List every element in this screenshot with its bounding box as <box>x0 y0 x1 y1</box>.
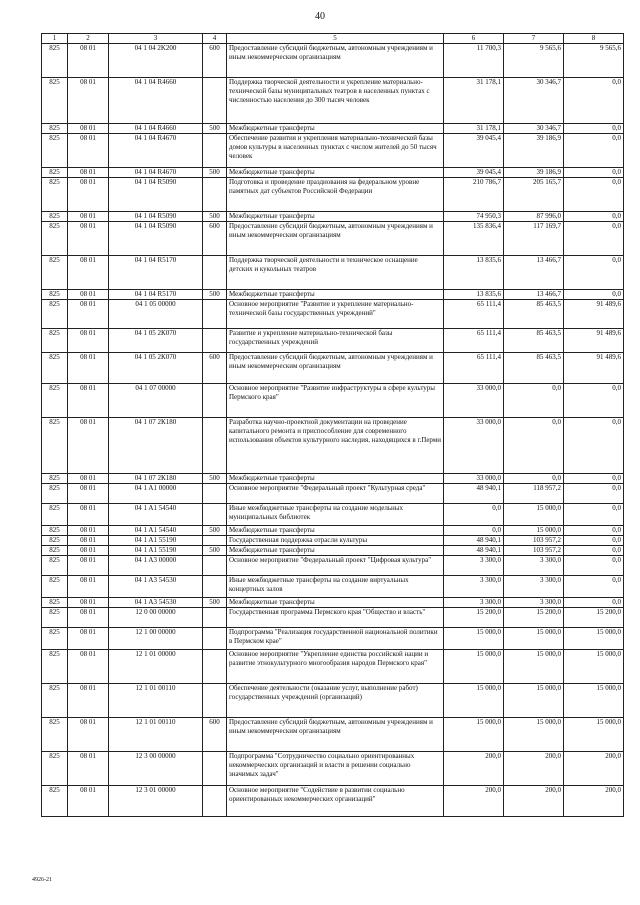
cell-section-code: 08 01 <box>68 684 109 718</box>
cell-section-code: 08 01 <box>68 134 109 168</box>
cell-amount-2023: 0,0 <box>564 504 624 526</box>
cell-amount-2021: 48 940,1 <box>444 536 504 546</box>
table-row <box>42 504 624 526</box>
table-row <box>42 536 624 546</box>
cell-amount-2021: 74 950,3 <box>444 212 504 222</box>
cell-amount-2021: 200,0 <box>444 786 504 817</box>
cell-expense-type <box>203 134 227 168</box>
cell-target-article: 04 1 04 R5090 <box>109 178 203 212</box>
cell-section-code: 08 01 <box>68 178 109 212</box>
cell-description: Иные межбюджетные трансферты на создание модельных муниципальных библиотек <box>227 504 444 526</box>
cell-amount-2021: 33 000,0 <box>444 384 504 418</box>
cell-ministry-code: 825 <box>42 384 68 418</box>
table-row <box>42 786 624 817</box>
table-row <box>42 684 624 718</box>
cell-amount-2022: 205 165,7 <box>504 178 564 212</box>
table-row <box>42 474 624 484</box>
cell-amount-2023: 15 000,0 <box>564 684 624 718</box>
cell-description: Основное мероприятие "Укрепление единства российской нации и развитие этнокультурного многообразия народов Пермского края" <box>227 650 444 684</box>
cell-description: Подпрограмма "Сотрудничество социально ориентированных некоммерческих организаций и власти в решении социально значимых задач" <box>227 752 444 786</box>
cell-section-code: 08 01 <box>68 78 109 124</box>
cell-ministry-code: 825 <box>42 484 68 504</box>
cell-target-article: 04 1 04 R4670 <box>109 134 203 168</box>
cell-amount-2022: 0,0 <box>504 384 564 418</box>
cell-expense-type <box>203 384 227 418</box>
cell-amount-2023: 0,0 <box>564 556 624 576</box>
cell-amount-2022: 30 346,7 <box>504 124 564 134</box>
cell-ministry-code: 825 <box>42 134 68 168</box>
cell-section-code: 08 01 <box>68 222 109 256</box>
cell-section-code: 08 01 <box>68 504 109 526</box>
cell-section-code: 08 01 <box>68 484 109 504</box>
cell-target-article: 04 1 04 R5090 <box>109 222 203 256</box>
cell-amount-2023: 0,0 <box>564 134 624 168</box>
cell-description: Обеспечение развития и укрепления материально-технической базы домов культуры в населенных пунктах с числом жителей до 50 тысяч человек <box>227 134 444 168</box>
table-row <box>42 353 624 384</box>
cell-amount-2023: 15 200,0 <box>564 608 624 628</box>
cell-expense-type <box>203 504 227 526</box>
cell-section-code: 08 01 <box>68 718 109 752</box>
cell-amount-2021: 65 111,4 <box>444 300 504 329</box>
cell-description: Предоставление субсидий бюджетным, автономным учреждениям и иным некоммерческим организациям <box>227 353 444 384</box>
cell-expense-type <box>203 556 227 576</box>
cell-expense-type: 600 <box>203 718 227 752</box>
cell-amount-2023: 0,0 <box>564 222 624 256</box>
table-row <box>42 484 624 504</box>
cell-amount-2022: 103 957,2 <box>504 546 564 556</box>
cell-description: Межбюджетные трансферты <box>227 598 444 608</box>
cell-target-article: 04 1 07 2К180 <box>109 418 203 474</box>
cell-ministry-code: 825 <box>42 684 68 718</box>
cell-ministry-code: 825 <box>42 718 68 752</box>
cell-ministry-code: 825 <box>42 418 68 474</box>
cell-amount-2023: 0,0 <box>564 576 624 598</box>
table-row <box>42 134 624 168</box>
cell-amount-2021: 15 000,0 <box>444 650 504 684</box>
cell-section-code: 08 01 <box>68 576 109 598</box>
cell-ministry-code: 825 <box>42 536 68 546</box>
cell-description: Межбюджетные трансферты <box>227 474 444 484</box>
cell-amount-2022: 15 000,0 <box>504 650 564 684</box>
cell-expense-type <box>203 256 227 290</box>
cell-amount-2021: 210 786,7 <box>444 178 504 212</box>
cell-section-code: 08 01 <box>68 650 109 684</box>
budget-table <box>41 33 624 817</box>
cell-amount-2022: 85 463,5 <box>504 353 564 384</box>
cell-description: Межбюджетные трансферты <box>227 290 444 300</box>
cell-amount-2021: 48 940,1 <box>444 546 504 556</box>
table-row <box>42 608 624 628</box>
cell-section-code: 08 01 <box>68 536 109 546</box>
table-row <box>42 650 624 684</box>
table-row <box>42 124 624 134</box>
cell-amount-2022: 118 957,2 <box>504 484 564 504</box>
cell-expense-type <box>203 650 227 684</box>
table-row <box>42 256 624 290</box>
cell-description: Подготовка и проведение празднования на федеральном уровне памятных дат субъектов Российской Федерации <box>227 178 444 212</box>
cell-target-article: 04 1 04 R4660 <box>109 124 203 134</box>
cell-expense-type <box>203 178 227 212</box>
cell-amount-2022: 39 186,9 <box>504 168 564 178</box>
cell-amount-2021: 3 300,0 <box>444 576 504 598</box>
cell-amount-2022: 3 300,0 <box>504 598 564 608</box>
cell-target-article: 04 1 04 R5170 <box>109 290 203 300</box>
cell-section-code: 08 01 <box>68 418 109 474</box>
cell-amount-2022: 9 565,6 <box>504 44 564 78</box>
cell-expense-type: 500 <box>203 474 227 484</box>
cell-amount-2021: 65 111,4 <box>444 353 504 384</box>
cell-amount-2021: 33 000,0 <box>444 418 504 474</box>
table-row <box>42 178 624 212</box>
cell-description: Подпрограмма "Реализация государственной национальной политики в Пермском крае" <box>227 628 444 650</box>
cell-ministry-code: 825 <box>42 329 68 353</box>
cell-section-code: 08 01 <box>68 290 109 300</box>
cell-ministry-code: 825 <box>42 556 68 576</box>
cell-ministry-code: 825 <box>42 786 68 817</box>
cell-amount-2022: 30 346,7 <box>504 78 564 124</box>
cell-amount-2022: 85 463,5 <box>504 329 564 353</box>
table-row <box>42 418 624 474</box>
cell-target-article: 04 1 07 2К180 <box>109 474 203 484</box>
cell-ministry-code: 825 <box>42 44 68 78</box>
cell-target-article: 12 1 01 00110 <box>109 684 203 718</box>
cell-description: Основное мероприятие "Развитие и укрепление материально-технической базы государственных учреждений" <box>227 300 444 329</box>
cell-amount-2023: 0,0 <box>564 484 624 504</box>
cell-amount-2023: 0,0 <box>564 178 624 212</box>
cell-amount-2022: 0,0 <box>504 418 564 474</box>
header-cell: 6 <box>444 34 504 44</box>
cell-description: Развитие и укрепление материально-технической базы государственных учреждений <box>227 329 444 353</box>
cell-description: Межбюджетные трансферты <box>227 212 444 222</box>
cell-section-code: 08 01 <box>68 44 109 78</box>
cell-amount-2023: 0,0 <box>564 418 624 474</box>
cell-target-article: 12 1 01 00110 <box>109 718 203 752</box>
cell-target-article: 04 1 A1 54540 <box>109 526 203 536</box>
header-cell: 2 <box>68 34 109 44</box>
table-row <box>42 556 624 576</box>
cell-amount-2022: 200,0 <box>504 752 564 786</box>
cell-target-article: 04 1 05 2К070 <box>109 353 203 384</box>
cell-ministry-code: 825 <box>42 300 68 329</box>
header-cell: 4 <box>203 34 227 44</box>
table-row <box>42 329 624 353</box>
table-row <box>42 300 624 329</box>
cell-amount-2023: 15 000,0 <box>564 718 624 752</box>
cell-section-code: 08 01 <box>68 329 109 353</box>
cell-amount-2021: 15 000,0 <box>444 718 504 752</box>
cell-amount-2023: 0,0 <box>564 212 624 222</box>
header-cell: 1 <box>42 34 68 44</box>
cell-amount-2022: 200,0 <box>504 786 564 817</box>
cell-target-article: 04 1 04 R4660 <box>109 78 203 124</box>
cell-amount-2022: 13 466,7 <box>504 290 564 300</box>
cell-ministry-code: 825 <box>42 474 68 484</box>
cell-ministry-code: 825 <box>42 628 68 650</box>
header-cell: 7 <box>504 34 564 44</box>
table-row <box>42 222 624 256</box>
cell-amount-2021: 65 111,4 <box>444 329 504 353</box>
cell-amount-2022: 3 300,0 <box>504 556 564 576</box>
cell-amount-2022: 15 000,0 <box>504 718 564 752</box>
cell-amount-2022: 87 996,0 <box>504 212 564 222</box>
cell-description: Основное мероприятие "Содействие в развитии социально ориентированных некоммерческих организаций" <box>227 786 444 817</box>
cell-target-article: 04 1 04 R5170 <box>109 256 203 290</box>
cell-amount-2021: 15 200,0 <box>444 608 504 628</box>
cell-target-article: 04 1 A3 54530 <box>109 598 203 608</box>
cell-amount-2023: 0,0 <box>564 168 624 178</box>
cell-amount-2021: 39 045,4 <box>444 134 504 168</box>
cell-amount-2023: 9 565,6 <box>564 44 624 78</box>
cell-target-article: 04 1 04 2K200 <box>109 44 203 78</box>
cell-target-article: 04 1 04 R5090 <box>109 212 203 222</box>
cell-section-code: 08 01 <box>68 598 109 608</box>
cell-section-code: 08 01 <box>68 300 109 329</box>
table-row <box>42 752 624 786</box>
cell-amount-2022: 85 463,5 <box>504 300 564 329</box>
cell-amount-2021: 13 835,6 <box>444 290 504 300</box>
cell-amount-2023: 0,0 <box>564 290 624 300</box>
cell-amount-2022: 117 169,7 <box>504 222 564 256</box>
cell-description: Государственная поддержка отрасли культуры <box>227 536 444 546</box>
cell-target-article: 04 1 A1 55190 <box>109 546 203 556</box>
cell-section-code: 08 01 <box>68 256 109 290</box>
cell-ministry-code: 825 <box>42 752 68 786</box>
cell-description: Государственная программа Пермского края "Общество и власть" <box>227 608 444 628</box>
cell-target-article: 12 1 00 00000 <box>109 628 203 650</box>
cell-expense-type <box>203 300 227 329</box>
cell-expense-type <box>203 628 227 650</box>
cell-description: Предоставление субсидий бюджетным, автономным учреждениям и иным некоммерческим организациям <box>227 44 444 78</box>
cell-amount-2021: 3 300,0 <box>444 598 504 608</box>
cell-expense-type: 500 <box>203 546 227 556</box>
cell-amount-2021: 39 045,4 <box>444 168 504 178</box>
cell-target-article: 12 3 01 00000 <box>109 786 203 817</box>
cell-target-article: 12 1 01 00000 <box>109 650 203 684</box>
cell-ministry-code: 825 <box>42 78 68 124</box>
cell-amount-2021: 31 178,1 <box>444 124 504 134</box>
cell-amount-2023: 200,0 <box>564 752 624 786</box>
header-row <box>42 34 624 44</box>
table-row <box>42 628 624 650</box>
cell-expense-type <box>203 329 227 353</box>
cell-amount-2021: 200,0 <box>444 752 504 786</box>
cell-description: Основное мероприятие "Федеральный проект "Культурная среда" <box>227 484 444 504</box>
cell-description: Межбюджетные трансферты <box>227 124 444 134</box>
cell-section-code: 08 01 <box>68 546 109 556</box>
cell-expense-type: 500 <box>203 168 227 178</box>
cell-amount-2022: 0,0 <box>504 474 564 484</box>
cell-description: Основное мероприятие "Федеральный проект "Цифровая культура" <box>227 556 444 576</box>
cell-amount-2021: 11 700,3 <box>444 44 504 78</box>
cell-expense-type: 600 <box>203 222 227 256</box>
cell-section-code: 08 01 <box>68 556 109 576</box>
cell-section-code: 08 01 <box>68 168 109 178</box>
cell-ministry-code: 825 <box>42 178 68 212</box>
cell-expense-type: 500 <box>203 212 227 222</box>
cell-amount-2022: 3 300,0 <box>504 576 564 598</box>
cell-description: Разработка научно-проектной документации на проведение капитального ремонта и приспособление для современного использования объектов культурного наследия, находящихся в г.Перми <box>227 418 444 474</box>
cell-amount-2023: 0,0 <box>564 598 624 608</box>
cell-ministry-code: 825 <box>42 212 68 222</box>
cell-ministry-code: 825 <box>42 546 68 556</box>
cell-target-article: 04 1 A3 54530 <box>109 576 203 598</box>
cell-target-article: 04 1 05 00000 <box>109 300 203 329</box>
cell-amount-2022: 15 000,0 <box>504 628 564 650</box>
cell-amount-2021: 31 178,1 <box>444 78 504 124</box>
cell-expense-type <box>203 752 227 786</box>
cell-expense-type <box>203 786 227 817</box>
cell-amount-2021: 33 000,0 <box>444 474 504 484</box>
cell-expense-type <box>203 78 227 124</box>
cell-target-article: 12 0 00 00000 <box>109 608 203 628</box>
cell-amount-2023: 0,0 <box>564 526 624 536</box>
cell-expense-type <box>203 608 227 628</box>
cell-description: Предоставление субсидий бюджетным, автономным учреждениям и иным некоммерческим организациям <box>227 222 444 256</box>
cell-amount-2021: 15 000,0 <box>444 684 504 718</box>
cell-target-article: 04 1 A1 55190 <box>109 536 203 546</box>
cell-description: Поддержка творческой деятельности и техническое оснащение детских и кукольных театров <box>227 256 444 290</box>
cell-expense-type <box>203 418 227 474</box>
cell-expense-type: 500 <box>203 124 227 134</box>
table-row <box>42 78 624 124</box>
cell-description: Обеспечение деятельности (оказание услуг, выполнение работ) государственных учреждений (организаций) <box>227 684 444 718</box>
cell-ministry-code: 825 <box>42 353 68 384</box>
cell-description: Межбюджетные трансферты <box>227 168 444 178</box>
cell-target-article: 04 1 05 2К070 <box>109 329 203 353</box>
cell-description: Межбюджетные трансферты <box>227 546 444 556</box>
page-number: 40 <box>315 11 325 22</box>
cell-expense-type <box>203 536 227 546</box>
cell-ministry-code: 825 <box>42 168 68 178</box>
table-row <box>42 526 624 536</box>
table-row <box>42 290 624 300</box>
cell-amount-2021: 0,0 <box>444 504 504 526</box>
cell-amount-2022: 15 200,0 <box>504 608 564 628</box>
cell-amount-2023: 0,0 <box>564 474 624 484</box>
cell-amount-2023: 91 489,6 <box>564 300 624 329</box>
table-row <box>42 546 624 556</box>
cell-amount-2023: 0,0 <box>564 384 624 418</box>
cell-amount-2023: 0,0 <box>564 546 624 556</box>
cell-ministry-code: 825 <box>42 608 68 628</box>
cell-target-article: 04 1 A3 00000 <box>109 556 203 576</box>
cell-amount-2022: 13 466,7 <box>504 256 564 290</box>
cell-ministry-code: 825 <box>42 598 68 608</box>
header-cell: 8 <box>564 34 624 44</box>
cell-amount-2021: 135 836,4 <box>444 222 504 256</box>
cell-expense-type <box>203 684 227 718</box>
header-cell: 5 <box>227 34 444 44</box>
table-row <box>42 384 624 418</box>
cell-ministry-code: 825 <box>42 124 68 134</box>
table-row <box>42 44 624 78</box>
cell-amount-2022: 15 000,0 <box>504 526 564 536</box>
footer-code: 4926-21 <box>32 877 52 883</box>
cell-section-code: 08 01 <box>68 786 109 817</box>
cell-expense-type <box>203 576 227 598</box>
header-cell: 3 <box>109 34 203 44</box>
cell-section-code: 08 01 <box>68 353 109 384</box>
cell-ministry-code: 825 <box>42 576 68 598</box>
cell-expense-type: 600 <box>203 353 227 384</box>
cell-target-article: 04 1 07 00000 <box>109 384 203 418</box>
cell-ministry-code: 825 <box>42 526 68 536</box>
cell-expense-type: 500 <box>203 290 227 300</box>
table-row <box>42 598 624 608</box>
cell-amount-2021: 3 300,0 <box>444 556 504 576</box>
table-row <box>42 212 624 222</box>
cell-section-code: 08 01 <box>68 526 109 536</box>
cell-amount-2021: 0,0 <box>444 526 504 536</box>
cell-ministry-code: 825 <box>42 290 68 300</box>
cell-target-article: 12 3 00 00000 <box>109 752 203 786</box>
cell-expense-type <box>203 484 227 504</box>
cell-description: Межбюджетные трансферты <box>227 526 444 536</box>
cell-amount-2022: 103 957,2 <box>504 536 564 546</box>
cell-description: Поддержка творческой деятельности и укрепление материально-технической базы муниципальных театров в населенных пунктах с численностью населения до 300 тысяч человек <box>227 78 444 124</box>
cell-amount-2021: 13 835,6 <box>444 256 504 290</box>
cell-ministry-code: 825 <box>42 222 68 256</box>
cell-section-code: 08 01 <box>68 124 109 134</box>
cell-ministry-code: 825 <box>42 650 68 684</box>
cell-ministry-code: 825 <box>42 504 68 526</box>
table-row <box>42 718 624 752</box>
cell-section-code: 08 01 <box>68 752 109 786</box>
cell-amount-2023: 91 489,6 <box>564 329 624 353</box>
cell-amount-2022: 39 186,9 <box>504 134 564 168</box>
cell-target-article: 04 1 04 R4670 <box>109 168 203 178</box>
cell-section-code: 08 01 <box>68 608 109 628</box>
cell-amount-2021: 15 000,0 <box>444 628 504 650</box>
table-row <box>42 576 624 598</box>
cell-amount-2023: 91 489,6 <box>564 353 624 384</box>
cell-amount-2023: 15 000,0 <box>564 628 624 650</box>
cell-expense-type: 500 <box>203 526 227 536</box>
cell-amount-2023: 0,0 <box>564 124 624 134</box>
cell-amount-2022: 15 000,0 <box>504 504 564 526</box>
cell-description: Основное мероприятие "Развитие инфраструктуры в сфере культуры Пермского края" <box>227 384 444 418</box>
cell-expense-type: 600 <box>203 44 227 78</box>
cell-amount-2023: 15 000,0 <box>564 650 624 684</box>
cell-target-article: 04 1 A1 00000 <box>109 484 203 504</box>
cell-description: Иные межбюджетные трансферты на создание виртуальных концертных залов <box>227 576 444 598</box>
cell-section-code: 08 01 <box>68 474 109 484</box>
cell-amount-2023: 200,0 <box>564 786 624 817</box>
cell-section-code: 08 01 <box>68 212 109 222</box>
cell-amount-2021: 48 940,1 <box>444 484 504 504</box>
cell-amount-2023: 0,0 <box>564 536 624 546</box>
cell-ministry-code: 825 <box>42 256 68 290</box>
cell-description: Предоставление субсидий бюджетным, автономным учреждениям и иным некоммерческим организациям <box>227 718 444 752</box>
cell-amount-2023: 0,0 <box>564 78 624 124</box>
table-row <box>42 168 624 178</box>
cell-amount-2022: 15 000,0 <box>504 684 564 718</box>
cell-amount-2023: 0,0 <box>564 256 624 290</box>
cell-section-code: 08 01 <box>68 384 109 418</box>
cell-section-code: 08 01 <box>68 628 109 650</box>
cell-target-article: 04 1 A1 54540 <box>109 504 203 526</box>
cell-expense-type: 500 <box>203 598 227 608</box>
